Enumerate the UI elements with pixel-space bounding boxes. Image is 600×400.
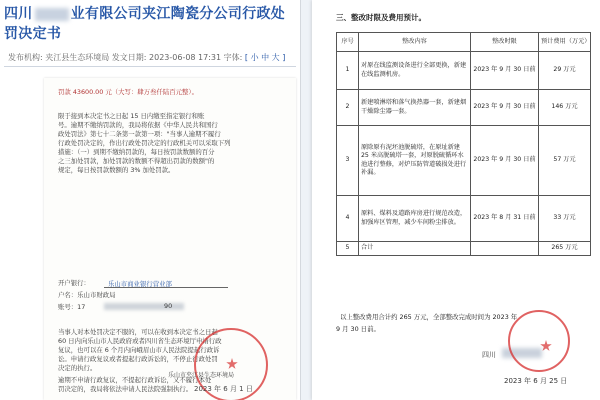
signature-date: 2023 年 6 月 25 日	[504, 377, 568, 385]
document-line: 开户银行：	[58, 279, 90, 287]
document-line: 决定的执行。	[58, 364, 97, 372]
cell-no: 1	[337, 52, 359, 90]
summary-line-1: 以上整改费用合计约 265 万元，全部整改完成时间为 2023 年	[340, 313, 518, 321]
col-header-cost: 预计费用（万元）	[539, 33, 591, 52]
document-line: 60 日内向乐山市人民政府或者四川省生态环境厅申请行政	[58, 337, 222, 345]
rectification-table	[336, 32, 591, 256]
cell-content: 原除原有泥坯池脱硫塔，在原址新建 25 米高脱硫塔一套，对原脱硫循环水池进行整修，对炉压防管道破损处进行补漏。	[359, 126, 471, 196]
document-line: 政处罚法》第七十二条第一款第一项："当事人逾期不履行	[58, 130, 221, 138]
rectification-plan-page	[312, 0, 600, 400]
cell-deadline: 2023 年 9 月 30 日前	[471, 52, 539, 90]
cell-deadline: 2023 年 8 月 31 日前	[471, 196, 539, 242]
publish-meta	[8, 52, 296, 63]
cell-cost: 265 万元	[539, 242, 591, 256]
cell-content: 原料、煤料及道路库房进行规范改造，加强库区管理，减少车间粉尘排放。	[359, 196, 471, 242]
cell-no: 2	[337, 90, 359, 126]
document-line: 复议，也可以在 6 个月内向峨眉山市人民法院提起行政诉	[58, 346, 220, 354]
cell-deadline: 2023 年 9 月 30 日前	[471, 126, 539, 196]
title-main: 业有限公司夹江陶瓷分公司行政处	[70, 6, 286, 22]
document-line: 行政处罚决定的，作出行政处罚决定的行政机关可以采取下列	[58, 139, 231, 147]
cell-cost: 146 万元	[539, 90, 591, 126]
cell-content: 对原在线监测设备进行全部更换，新建在线监测机房。	[359, 52, 471, 90]
font-size-toggle[interactable]: [ 小 中 大 ]	[244, 53, 286, 62]
document-line: 罚决定的，我局将依法申请人民法院强制执行。	[58, 385, 193, 393]
seal-org: 乐山市夹江县生态环境局	[168, 372, 235, 379]
table-header-row	[337, 33, 591, 52]
document-line: 当事人对本处罚决定不服的，可以在收到本决定书之日起	[58, 328, 218, 336]
document-line: 讼。申请行政复议或者提起行政诉讼的，不停止行政处罚	[58, 355, 218, 363]
table-row	[337, 242, 591, 256]
table-row	[337, 126, 591, 196]
table-row	[337, 196, 591, 242]
cell-content: 合计	[359, 242, 471, 256]
cell-no: 5	[337, 242, 359, 256]
document-line: 罚款 43600.00 元（大写：肆万叁仟陆百元整）。	[58, 88, 198, 96]
cell-cost: 29 万元	[539, 52, 591, 90]
bank-value: 乐山市商业银行营业部	[104, 279, 228, 288]
document-line: 账号：17	[58, 303, 86, 311]
document-line: 措施：（一）到期不缴纳罚款的，每日按罚款数额的百分	[58, 148, 215, 156]
section-heading: 三、整改时限及费用预计。	[336, 13, 426, 22]
account-suffix: 90	[164, 302, 173, 310]
col-header-content: 整改内容	[359, 33, 471, 52]
cell-deadline	[471, 242, 539, 256]
col-header-deadline: 整改时限	[471, 33, 539, 52]
document-line: 逾期不申请行政复议，不提起行政诉讼，又不履行本处	[58, 376, 212, 384]
document-line: 限于接到本决定书之日起 15 日内缴至指定银行和账	[58, 112, 205, 120]
cell-no: 4	[337, 196, 359, 242]
signature-company: 四川	[482, 351, 496, 359]
cell-content: 新建喷淋塔和落气换热器一套，新建烟干燥除尘器一套。	[359, 90, 471, 126]
cell-cost: 33 万元	[539, 196, 591, 242]
scanned-document	[44, 78, 296, 400]
document-line: 号。逾期不缴纳罚款的，我局将依据《中华人民共和国行	[58, 121, 218, 129]
company-seal	[508, 310, 570, 372]
document-line: 规定，每日按罚款数额的 3% 加处罚款。	[58, 166, 175, 174]
table-row	[337, 90, 591, 126]
publish-source: 发布机构: 夹江县生态环境局 发文日期: 2023-06-08 17:31 字体:	[8, 53, 243, 62]
table-row	[337, 52, 591, 90]
col-header-no: 序号	[337, 33, 359, 52]
page-title	[4, 4, 300, 44]
title-prefix: 四川	[4, 6, 33, 22]
seal-date: 2023 年 6 月 1 日	[194, 385, 253, 393]
divider	[4, 66, 296, 67]
cell-cost: 57 万元	[539, 126, 591, 196]
summary-line-2: 9 月 30 日前。	[336, 325, 380, 333]
redacted-block	[35, 8, 69, 21]
document-line: 户名：乐山市财政局	[58, 291, 116, 299]
title-line2: 罚决定书	[4, 26, 62, 42]
document-line: 之三加处罚款，加处罚款的数额不得超出罚款的数额"的	[58, 157, 215, 165]
cell-no: 3	[337, 126, 359, 196]
cell-deadline: 2023 年 9 月 30 日前	[471, 90, 539, 126]
